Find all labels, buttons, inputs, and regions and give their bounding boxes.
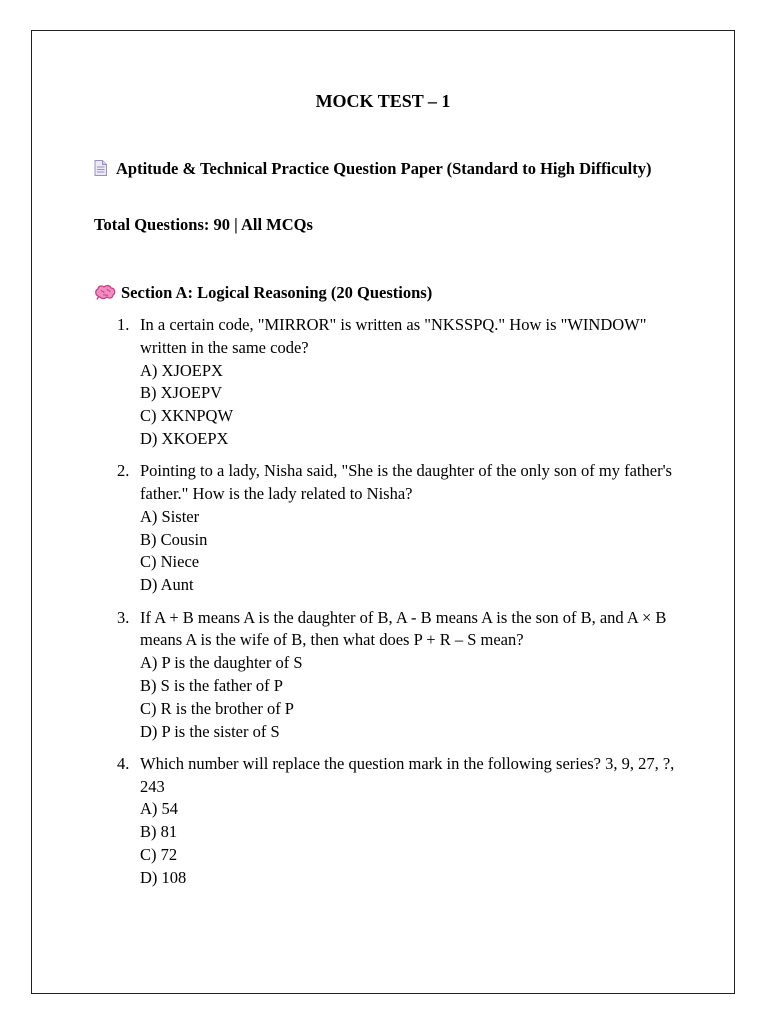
section-title: Section A: Logical Reasoning (20 Questions) bbox=[121, 283, 433, 302]
question-text: Pointing to a lady, Nisha said, "She is the daughter of the only son of my father's father." How is the lady related to Nisha? bbox=[140, 461, 672, 504]
option-a: A) XJOEPX bbox=[140, 360, 223, 380]
option-d: D) XKOEPX bbox=[140, 428, 229, 448]
question-2 bbox=[106, 460, 676, 597]
option-c: C) XKNPQW bbox=[140, 406, 234, 426]
question-text: In a certain code, "MIRROR" is written as "NKSSPQ." How is "WINDOW" written in the same code? bbox=[140, 315, 647, 357]
option-c: C) Niece bbox=[140, 552, 200, 572]
option-b: B) Cousin bbox=[140, 529, 208, 549]
question-number: 4. bbox=[117, 753, 130, 773]
question-number: 2. bbox=[117, 461, 130, 481]
option-a: A) Sister bbox=[140, 506, 200, 526]
question-list bbox=[106, 314, 676, 899]
document-page bbox=[31, 30, 735, 994]
option-b: B) S is the father of P bbox=[140, 675, 283, 695]
option-c: C) R is the brother of P bbox=[140, 698, 294, 718]
section-heading bbox=[94, 281, 432, 304]
option-c: C) 72 bbox=[140, 845, 178, 865]
question-3 bbox=[106, 607, 676, 744]
question-text: Which number will replace the question mark in the following series? 3, 9, 27, ?, 243 bbox=[140, 753, 675, 796]
option-a: A) P is the daughter of S bbox=[140, 653, 303, 673]
question-text: If A + B means A is the daughter of B, A - B means A is the son of B, and A × B means A is the wife of B, then what does P + R – S mean? bbox=[140, 607, 667, 650]
page-title: MOCK TEST – 1 bbox=[315, 91, 451, 111]
subtitle-text: Aptitude & Technical Practice Question Paper (Standard to High Difficulty) bbox=[116, 159, 652, 178]
option-b: B) 81 bbox=[140, 822, 178, 842]
option-d: D) 108 bbox=[140, 867, 187, 887]
option-d: D) P is the sister of S bbox=[140, 721, 280, 741]
question-number: 1. bbox=[117, 315, 130, 334]
option-d: D) Aunt bbox=[140, 575, 194, 595]
document-icon bbox=[94, 159, 107, 175]
paper-subtitle bbox=[94, 157, 674, 180]
brain-icon bbox=[94, 283, 116, 299]
option-b: B) XJOEPV bbox=[140, 383, 223, 403]
question-number: 3. bbox=[117, 607, 130, 627]
question-1 bbox=[106, 314, 676, 451]
option-a: A) 54 bbox=[140, 799, 179, 819]
question-4 bbox=[106, 753, 676, 890]
total-questions: Total Questions: 90 | All MCQs bbox=[94, 215, 313, 234]
